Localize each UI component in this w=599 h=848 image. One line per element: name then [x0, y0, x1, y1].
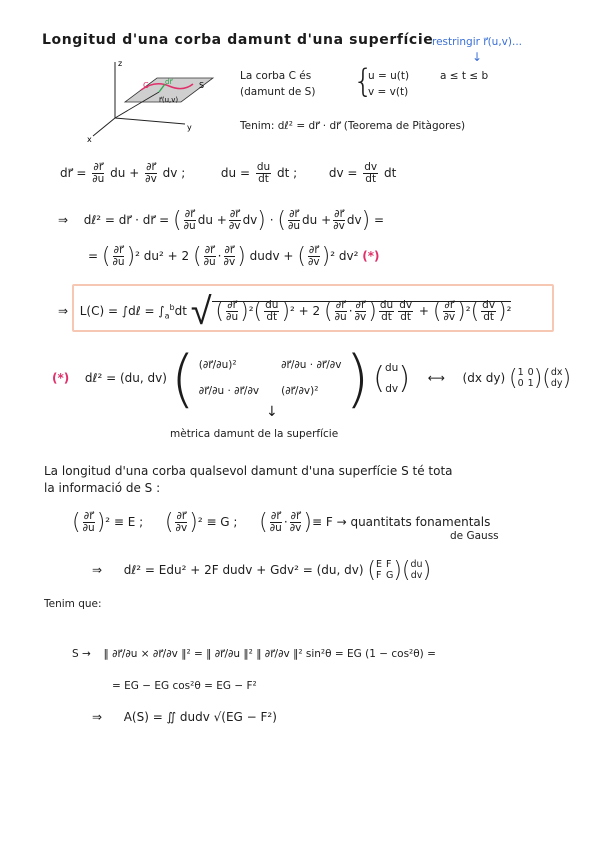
area-line-3: ⇒ A(S) = ∬ dudv √(EG − F²) [92, 710, 277, 724]
dv-lhs: dv = [328, 166, 358, 181]
efg-matrix: E F F G [375, 559, 394, 581]
r-label: r⃗(u,v) [159, 96, 179, 104]
fundamental-quantities: ( $\frac{\partial r⃗}{\partial u}$ )² ≡ E ; ( $\frac{\partial r⃗}{\partial v}$ )² ≡ G ; ( $\frac{\partial r⃗}{\partial u}$ · $\frac{\partial r⃗}{\partial v}$ )≡ F → quantitats fonamentals [72, 509, 491, 535]
note-arrow-icon: ↓ [472, 50, 483, 64]
identity-matrix: 1 0 0 1 [517, 367, 534, 389]
tenim-que: Tenim que: [44, 598, 102, 610]
curve-eq-u: u = u(t) [368, 70, 410, 82]
du-term: du + [110, 166, 140, 181]
implies-arrow: ⇒ [58, 213, 69, 227]
area-line-2: = EG − EG cos²θ = EG − F² [112, 680, 257, 692]
du-dv-vector: du dv [384, 362, 399, 395]
dl2-def: dℓ² = dr⃗ · dr⃗ = [83, 213, 170, 227]
caption-arrow-icon: ↓ [266, 404, 278, 420]
curve-def-text2: (damunt de S) [240, 86, 316, 98]
page-title: Longitud d'una corba damunt d'una superfície [42, 32, 434, 48]
metric-caption: mètrica damunt de la superfície [170, 428, 339, 440]
metric-lhs: dℓ² = (du, dv) [84, 371, 167, 385]
x-label: x [87, 135, 92, 144]
star-marker-2: (*) [52, 371, 70, 385]
curve-def-text1: La corba C és [240, 70, 312, 82]
margin-note: restringir r⃗(u,v)... [432, 36, 522, 48]
paragraph-line-2: la informació de S : [44, 481, 161, 495]
curve-label: C [143, 81, 149, 90]
surface-figure [85, 56, 215, 146]
efg-expression: dℓ² = Edu² + 2F dudv + Gdv² = (du, dv) [123, 563, 364, 577]
du-lhs: du = [220, 166, 250, 181]
x-axis [93, 118, 115, 136]
gauss-quantities: → quantitats fonamentals [336, 515, 491, 529]
dv-dt: $\frac{dv}{dt}$ [364, 161, 378, 186]
partial-u: $\frac{\partial r⃗}{\partial u}$ [92, 161, 105, 186]
metric-matrix: (∂r⃗/∂u)² ∂r⃗/∂u · ∂r⃗/∂v ∂r⃗/∂u · ∂r⃗/∂v (∂r⃗/∂v)² [198, 358, 342, 397]
g-def: ² ≡ G ; [197, 515, 238, 529]
du-dt: $\frac{du}{dt}$ [256, 161, 271, 186]
y-axis [115, 118, 185, 124]
euclidean-lhs: (dx dy) [462, 371, 506, 385]
pythagoras-line: Tenim: dℓ² = dr⃗ · dr⃗ (Teorema de Pitàgores) [240, 120, 466, 132]
equivalence-arrow: ⟷ [427, 371, 445, 385]
dr-expansion [60, 162, 396, 185]
area-formula: A(S) = ∬ dudv √(EG − F²) [123, 710, 277, 724]
efg-line: ⇒ dℓ² = Edu² + 2F dudv + Gdv² = (du, dv) ( E F F G )( du dv ) [92, 558, 432, 583]
curve-eq-v: v = v(t) [368, 86, 409, 98]
dx-dy-vector: dx dy [550, 366, 563, 389]
expansion-line-2: = ( $\frac{\partial r⃗}{\partial u}$ )² du² + 2 ( $\frac{\partial r⃗}{\partial u}$ · $\frac{\partial r⃗}{\partial v}$ ) dudv + ( $\frac{\partial r⃗}{\partial v}$ )² dv² (*) [88, 243, 380, 269]
metric-equation: (*) dℓ² = (du, dv) ( (∂r⃗/∂u)² ∂r⃗/∂u · ∂r⃗/∂v ∂r⃗/∂u · ∂r⃗/∂v (∂r⃗/∂v)² ) ( du dv ) ⟷ (dx dy) ( 1 0 0 1 )( dx dy ) [52, 342, 572, 415]
expansion-line-1: ⇒ dℓ² = dr⃗ · dr⃗ = ( $\frac{\partial r⃗}{\partial u}$ du + $\frac{\partial r⃗}{\partial v}$ dv) · ( $\frac{\partial r⃗}{\partial u}$ du + $\frac{\partial r⃗}{\partial v}$ dv) = [58, 207, 385, 233]
y-label: y [187, 123, 192, 132]
dr-label: dr⃗ [165, 78, 173, 86]
area-line-1: S → ‖ ∂r⃗/∂u × ∂r⃗/∂v ‖² = ‖ ∂r⃗/∂u ‖² ‖ ∂r⃗/∂v ‖² sin²θ = EG (1 − cos²θ) = [72, 648, 436, 660]
dv-term: dv ; [162, 166, 186, 181]
f-def: ≡ F [311, 515, 333, 529]
paragraph-line-1: La longitud d'una corba qualsevol damunt d'una superfície S té tota [44, 464, 453, 478]
z-label: z [118, 59, 123, 68]
efg-vector: du dv [410, 558, 423, 581]
dv-dt-term: dt [383, 166, 397, 181]
star-marker: (*) [362, 249, 380, 263]
e-def: ² ≡ E ; [105, 515, 144, 529]
gauss-label: de Gauss [450, 530, 499, 542]
curve-range: a ≤ t ≤ b [440, 70, 489, 82]
brace: { [353, 62, 374, 100]
partial-v: $\frac{\partial r⃗}{\partial v}$ [145, 161, 157, 186]
du-dt-term: dt ; [276, 166, 298, 181]
dr-lhs: dr⃗ = [60, 166, 87, 181]
surface-label: S [199, 81, 205, 90]
arc-length-formula: ⇒ L(C) = ∫dℓ = $\int_a^bdt$ √ ( $\frac{\partial r⃗}{\partial u}$ )²( $\frac{du}{dt}$ )² + 2 ( $\frac{\partial r⃗}{\partial u}$ · $\frac{\partial r⃗}{\partial v}$ ) $\frac{du}{dt}$ $\frac{dv}{dt}$ + ( $\frac{\partial r⃗}{\partial v}$ )²( $\frac{dv}{dt}$ )² [58, 289, 512, 333]
